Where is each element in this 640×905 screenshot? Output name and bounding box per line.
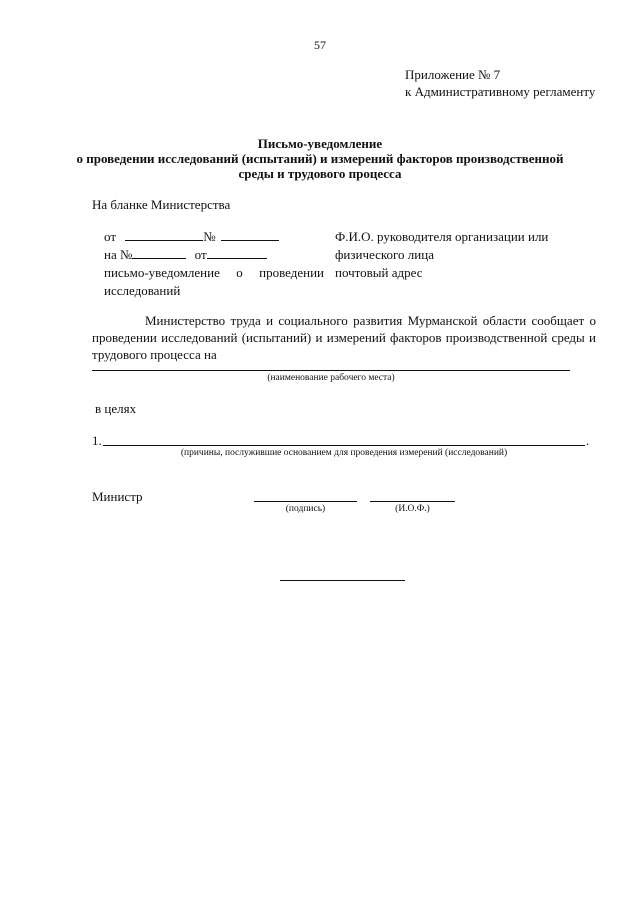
body-paragraph: Министерство труда и социального развития Мурманской области сообщает о проведении исследований (испытаний) и измерений факторов производственной среды и трудового процесса на — [92, 313, 596, 362]
reference-number-field[interactable] — [132, 246, 186, 259]
signature-line[interactable] — [254, 501, 357, 502]
subject-word-3: проведении — [259, 265, 324, 280]
reference-date-field[interactable] — [207, 246, 267, 259]
annex-line-1: Приложение № 7 — [405, 67, 501, 82]
name-line[interactable] — [370, 501, 455, 502]
item-number: 1. — [92, 433, 102, 448]
addressee-line-3: почтовый адрес — [335, 265, 423, 280]
name-caption: (И.О.Ф.) — [395, 504, 430, 514]
reference-number-label: на № — [104, 247, 133, 262]
signature-caption: (подпись) — [285, 504, 326, 514]
reasons-caption: (причины, послужившие основанием для проведения измерений (исследований) — [180, 448, 508, 458]
title-line-3: среды и трудового процесса — [238, 166, 402, 181]
workplace-line[interactable] — [92, 370, 570, 371]
addressee-line-2: физического лица — [335, 247, 434, 262]
from-date-field[interactable] — [125, 228, 203, 241]
subject-word-1: письмо-уведомление — [104, 265, 220, 280]
signatory-title: Министр — [92, 489, 143, 504]
purpose-label: в целях — [95, 401, 137, 416]
from-date-row — [104, 228, 279, 246]
reasons-line[interactable] — [103, 445, 585, 446]
outgoing-number-field[interactable] — [221, 228, 279, 241]
item-end: . — [586, 433, 590, 448]
workplace-caption: (наименование рабочего места) — [267, 373, 395, 383]
subject-word-4: исследований — [104, 283, 181, 298]
page-number: 57 — [314, 38, 326, 52]
number-sign: № — [203, 229, 216, 244]
annex-line-2: к Административному регламенту — [405, 84, 596, 99]
title-line-2: о проведении исследований (испытаний) и измерений факторов производственной — [76, 151, 564, 166]
addressee-line-1: Ф.И.О. руководителя организации или — [335, 229, 549, 244]
annex-reference — [405, 66, 595, 100]
title-line-1: Письмо-уведомление — [257, 136, 383, 151]
document-title — [0, 136, 640, 181]
end-separator — [280, 580, 405, 581]
subject-word-2: о — [236, 265, 243, 280]
subject-row — [104, 264, 324, 282]
letterhead-note: На бланке Министерства — [92, 197, 231, 212]
reference-from-label: от — [194, 247, 207, 262]
reference-row — [104, 246, 267, 264]
from-label: от — [104, 229, 117, 244]
